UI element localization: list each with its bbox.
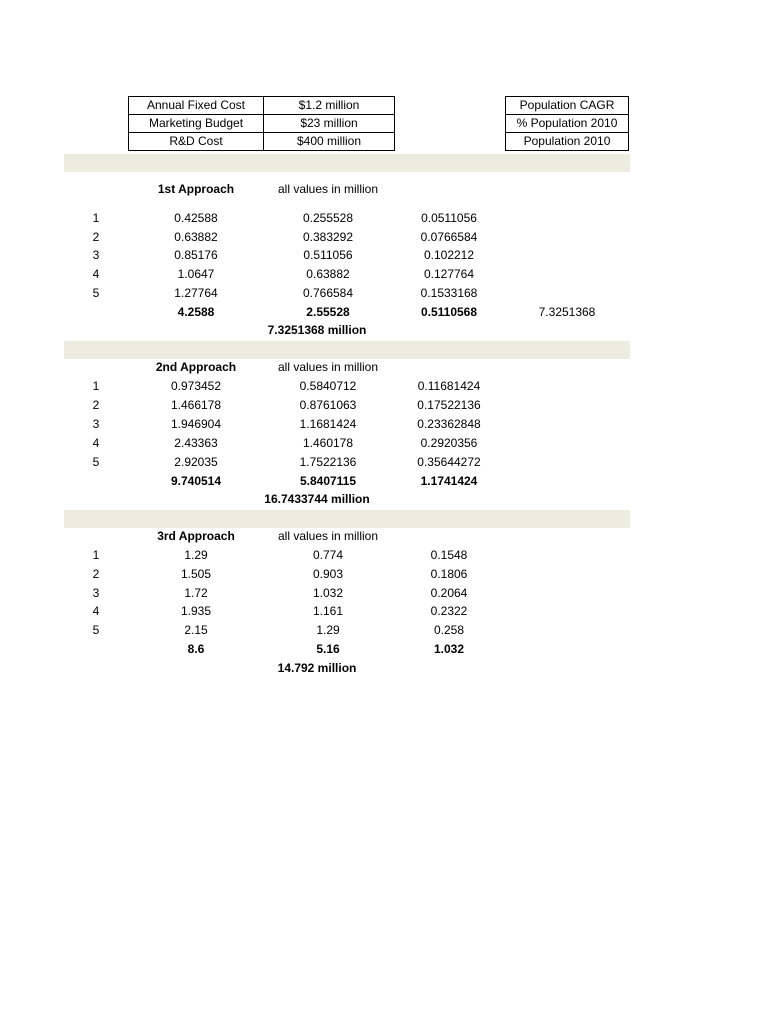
value-cell-c[interactable]: 0.35644272: [417, 455, 481, 469]
approach-section-3: [0, 528, 768, 708]
cost-value[interactable]: $1.2 million: [264, 97, 395, 115]
row-number[interactable]: 3: [92, 586, 100, 600]
total-cell-b[interactable]: 5.16: [316, 642, 340, 656]
value-cell-a[interactable]: 1.72: [184, 586, 208, 600]
total-cell-a[interactable]: 4.2588: [177, 305, 215, 319]
value-cell-a[interactable]: 0.42588: [174, 211, 218, 225]
value-cell-a[interactable]: 2.92035: [174, 455, 218, 469]
value-cell-b[interactable]: 1.460178: [302, 436, 354, 450]
value-cell-c[interactable]: 0.1806: [430, 567, 468, 581]
approach-title: 3rd Approach: [157, 529, 235, 543]
value-cell-b[interactable]: 0.766584: [302, 286, 354, 300]
value-cell-c[interactable]: 0.1548: [430, 548, 468, 562]
value-cell-c[interactable]: 0.11681424: [417, 379, 481, 393]
total-cell-b[interactable]: 2.55528: [306, 305, 350, 319]
total-cell-b[interactable]: 5.8407115: [299, 474, 357, 488]
value-cell-a[interactable]: 1.466178: [170, 398, 222, 412]
value-cell-a[interactable]: 1.946904: [170, 417, 222, 431]
value-cell-a[interactable]: 1.27764: [174, 286, 218, 300]
value-cell-b[interactable]: 0.8761063: [299, 398, 357, 412]
total-cell-a[interactable]: 8.6: [187, 642, 205, 656]
value-cell-b[interactable]: 0.511056: [303, 248, 353, 262]
value-cell-c[interactable]: 0.17522136: [417, 398, 481, 412]
value-cell-c[interactable]: 0.0766584: [420, 230, 478, 244]
cost-row: [129, 97, 395, 115]
cost-label[interactable]: Marketing Budget: [129, 115, 264, 133]
value-cell-c[interactable]: 0.0511056: [421, 211, 477, 225]
value-cell-b[interactable]: 0.774: [312, 548, 344, 562]
row-number[interactable]: 2: [92, 567, 100, 581]
row-number[interactable]: 5: [92, 455, 100, 469]
approach-title: 1st Approach: [157, 182, 235, 196]
total-extra-cell[interactable]: 7.3251368: [538, 305, 596, 319]
approach-title: 2nd Approach: [155, 360, 237, 374]
value-cell-c[interactable]: 0.23362848: [417, 417, 481, 431]
approach-note: all values in million: [277, 360, 379, 374]
value-cell-b[interactable]: 1.29: [316, 623, 340, 637]
row-number[interactable]: 5: [92, 286, 100, 300]
value-cell-a[interactable]: 1.505: [180, 567, 212, 581]
value-cell-c[interactable]: 0.102212: [423, 248, 475, 262]
section-band: [64, 154, 630, 172]
row-number[interactable]: 4: [92, 436, 100, 450]
cost-row: [129, 133, 395, 151]
cost-value[interactable]: $23 million: [264, 115, 395, 133]
value-cell-a[interactable]: 2.15: [184, 623, 208, 637]
value-cell-b[interactable]: 0.903: [312, 567, 344, 581]
population-2010-cell[interactable]: Population 2010: [506, 133, 629, 151]
row-number[interactable]: 5: [92, 623, 100, 637]
approach-section-2: [0, 359, 768, 539]
population-table: [505, 96, 629, 151]
value-cell-b[interactable]: 1.7522136: [299, 455, 357, 469]
approach-note: all values in million: [277, 182, 379, 196]
row-number[interactable]: 1: [92, 211, 100, 225]
value-cell-b[interactable]: 1.1681424: [299, 417, 357, 431]
total-cell-c[interactable]: 1.1741424: [420, 474, 478, 488]
value-cell-b[interactable]: 0.383292: [302, 230, 354, 244]
value-cell-a[interactable]: 0.973452: [170, 379, 222, 393]
value-cell-c[interactable]: 0.127764: [423, 267, 475, 281]
total-cell-c[interactable]: 1.032: [433, 642, 465, 656]
row-number[interactable]: 4: [92, 267, 100, 281]
value-cell-c[interactable]: 0.2322: [430, 604, 468, 618]
value-cell-c[interactable]: 0.2064: [430, 586, 468, 600]
cost-table: [128, 96, 395, 151]
value-cell-b[interactable]: 1.032: [312, 586, 344, 600]
row-number[interactable]: 2: [92, 398, 100, 412]
value-cell-b[interactable]: 0.63882: [306, 267, 350, 281]
value-cell-c[interactable]: 0.1533168: [420, 286, 478, 300]
cost-row: [129, 115, 395, 133]
grand-total[interactable]: 14.792 million: [277, 661, 357, 675]
value-cell-c[interactable]: 0.2920356: [420, 436, 478, 450]
cost-value[interactable]: $400 million: [264, 133, 395, 151]
approach-note: all values in million: [277, 529, 379, 543]
row-number[interactable]: 4: [92, 604, 100, 618]
value-cell-c[interactable]: 0.258: [433, 623, 465, 637]
value-cell-b[interactable]: 0.5840712: [299, 379, 357, 393]
value-cell-b[interactable]: 0.255528: [302, 211, 354, 225]
population-percent-2010-cell[interactable]: % Population 2010: [506, 115, 629, 133]
value-cell-a[interactable]: 1.0647: [177, 267, 215, 281]
population-cagr-cell[interactable]: Population CAGR: [506, 97, 629, 115]
approach-section-1: [0, 181, 768, 361]
row-number[interactable]: 3: [92, 417, 100, 431]
row-number[interactable]: 2: [92, 230, 100, 244]
cost-label[interactable]: Annual Fixed Cost: [129, 97, 264, 115]
total-cell-c[interactable]: 0.5110568: [420, 305, 478, 319]
value-cell-a[interactable]: 0.85176: [174, 248, 218, 262]
grand-total[interactable]: 7.3251368 million: [267, 323, 367, 337]
value-cell-b[interactable]: 1.161: [312, 604, 344, 618]
value-cell-a[interactable]: 1.29: [184, 548, 208, 562]
value-cell-a[interactable]: 0.63882: [174, 230, 218, 244]
grand-total[interactable]: 16.7433744 million: [264, 492, 370, 506]
total-cell-a[interactable]: 9.740514: [170, 474, 222, 488]
row-number[interactable]: 3: [92, 248, 100, 262]
row-number[interactable]: 1: [92, 379, 100, 393]
row-number[interactable]: 1: [92, 548, 100, 562]
value-cell-a[interactable]: 1.935: [180, 604, 212, 618]
cost-label[interactable]: R&D Cost: [129, 133, 264, 151]
value-cell-a[interactable]: 2.43363: [174, 436, 218, 450]
